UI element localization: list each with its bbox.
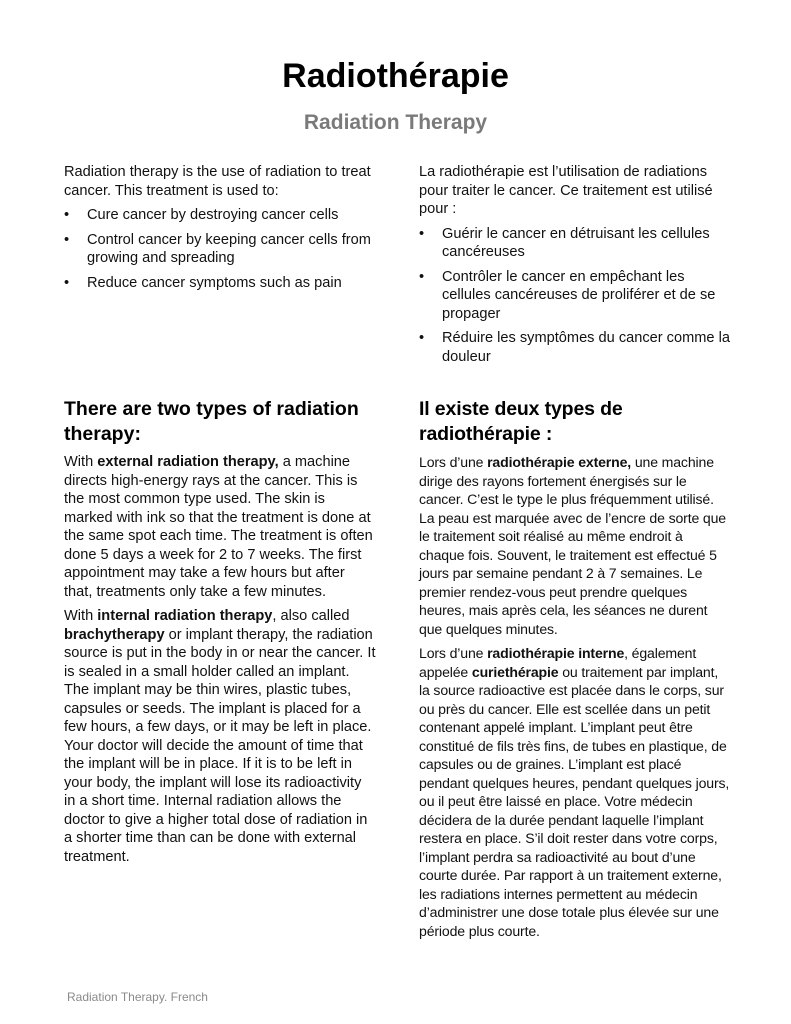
paragraph-text: or implant therapy, the radiation source is put in the body in or near the cancer. It is sealed in a small holder called an implant. The implant may be thin wires, plastic tubes, capsules or seeds. The implant is placed for a few hours, a few days, or it may be left in place. Your doctor will decide the amount of time that the implant will be in place. If it is to be left in your body, the implant will lose its radioactivity in a short time. Internal radiation allows the doctor to give a higher total dose of radiation in a shorter time than can be done with external treatment. [64, 626, 376, 865]
english-bullet-item: • Control cancer by keeping cancer cells from growing and spreading [64, 231, 376, 268]
page-footer: Radiation Therapy. French [67, 990, 208, 1004]
paragraph-text: With [64, 454, 98, 470]
page-subtitle: Radiation Therapy [303, 111, 488, 134]
english-internal-paragraph [64, 607, 376, 866]
bold-term: radiothérapie externe, [487, 454, 632, 470]
french-section-heading: Il existe deux types de radiothérapie : [419, 398, 623, 445]
english-section-heading: There are two types of radiation therapy: [64, 398, 359, 445]
paragraph-text: Lors d’une [419, 454, 488, 470]
french-intro-block [419, 163, 731, 372]
paragraph-text: Lors d’une [419, 645, 488, 661]
french-internal-paragraph [419, 644, 731, 940]
french-bullet-item: • Réduire les symptômes du cancer comme la douleur [419, 329, 731, 366]
english-bullet-item: • Cure cancer by destroying cancer cells [64, 206, 376, 225]
paragraph-text: With [64, 608, 98, 624]
english-bullet-list [64, 206, 376, 292]
french-external-paragraph [419, 453, 731, 638]
english-intro-block [64, 163, 376, 298]
paragraph-text: a machine directs high-energy rays at the cancer. This is the most common type used. The skin is marked with ink so that the treatment is done at the same spot each time. The treatment is often done 5 days a week for 2 to 7 weeks. The first appointment may take a few hours but after that, treatments only take a few minutes. [64, 454, 373, 600]
english-external-paragraph [64, 453, 376, 601]
bold-term: curiethérapie [471, 663, 559, 680]
paragraph-text: , également appelée [419, 645, 697, 680]
bold-term: external radiation therapy, [97, 454, 279, 470]
bold-term: radiothérapie interne [487, 645, 625, 661]
paragraph-text: , also called [272, 608, 350, 624]
french-bullet-item: • Contrôler le cancer en empêchant les cellules cancéreuses de proliférer et de se propager [419, 268, 731, 324]
paragraph-text: ou traitement par implant, la source radioactive est placée dans le corps, sur ou près du cancer. Elle est scellée dans un petit contenant appelé implant. L’implant peut être constitué de fils très fins, de tubes en plastique, de capsules ou de graines. L’implant est placé pendant quelques heures, pendant quelques jours, ou il peut être laissé en place. Votre médecin décidera de la durée pendant laquelle l’implant restera en place. S’il doit rester dans votre corps, l’implant perdra sa radioactivité au bout d’une courte durée. Par rapport à un traitement externe, les radiations internes permettent au médecin d’administrer une dose totale plus élevée sur une période plus courte. [419, 663, 730, 939]
english-types-section [64, 397, 376, 872]
paragraph-text: une machine dirige des rayons fortement énergisés sur le cancer. C’est le type le plus fréquemment utilisé. La peau est marquée avec de l’encre de sorte que le traitement soit réalisé au même endroit à chaque fois. Souvent, le traitement est effectué 5 jours par semaine pendant 2 à 7 semaines. Le premier rendez-vous peut prendre quelques heures, mais après cela, les séances ne durent que quelques minutes. [419, 454, 726, 637]
page-title: Radiothérapie [282, 57, 509, 95]
bold-term: brachytherapy [64, 626, 165, 643]
french-types-section [419, 397, 731, 946]
english-intro-text: Radiation therapy is the use of radiation to treat cancer. This treatment is used to: [64, 164, 371, 199]
french-intro-text: La radiothérapie est l’utilisation de radiations pour traiter le cancer. Ce traitement est utilisé pour : [419, 164, 713, 217]
english-bullet-item: • Reduce cancer symptoms such as pain [64, 274, 376, 293]
french-bullet-item: • Guérir le cancer en détruisant les cellules cancéreuses [419, 225, 731, 262]
bold-term: internal radiation therapy [97, 608, 273, 624]
french-bullet-list [419, 225, 731, 367]
